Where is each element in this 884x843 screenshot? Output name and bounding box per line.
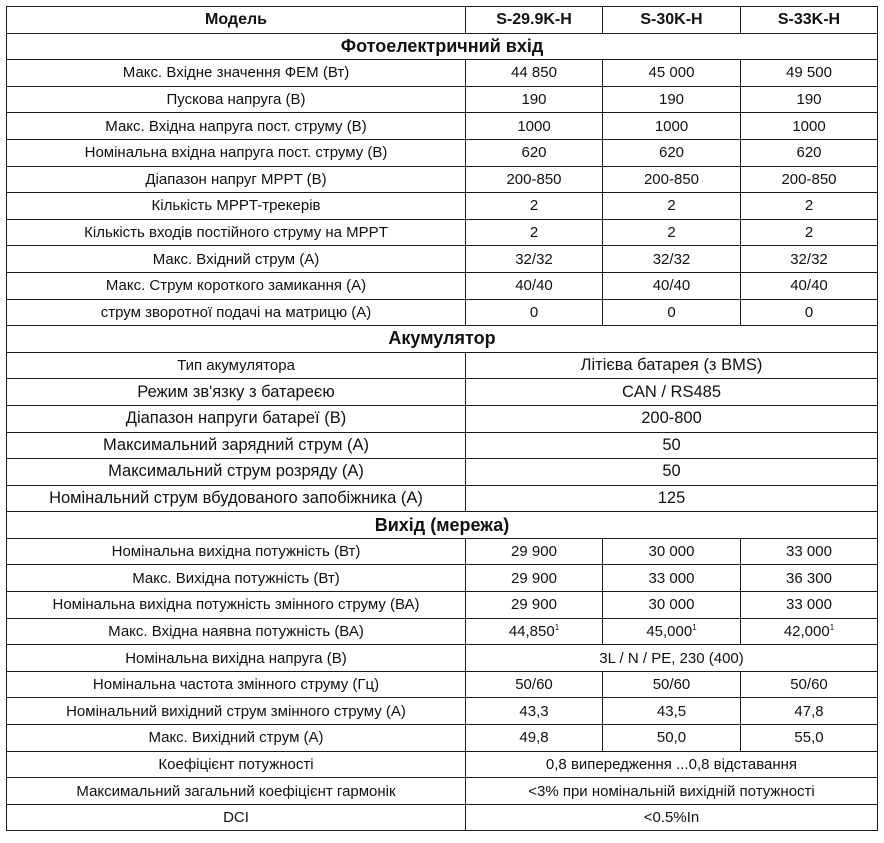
row-label: Макс. Вихідний струм (А) bbox=[7, 725, 466, 752]
table-row bbox=[7, 246, 878, 273]
cell-value bbox=[603, 618, 741, 645]
cell-value: 50,0 bbox=[603, 725, 741, 752]
cell-value: 29 900 bbox=[466, 538, 603, 565]
table-row bbox=[7, 671, 878, 698]
cell-value: 2 bbox=[741, 219, 878, 246]
cell-value: 620 bbox=[741, 139, 878, 166]
cell-value: 49,8 bbox=[466, 725, 603, 752]
table-row bbox=[7, 139, 878, 166]
section-header-pv-input bbox=[7, 33, 878, 60]
row-label: DCI bbox=[7, 804, 466, 831]
cell-value: 32/32 bbox=[603, 246, 741, 273]
section-header-battery bbox=[7, 326, 878, 353]
cell-value: 55,0 bbox=[741, 725, 878, 752]
cell-value: 200-850 bbox=[603, 166, 741, 193]
table-row bbox=[7, 272, 878, 299]
cell-value: 40/40 bbox=[741, 272, 878, 299]
row-label: Номінальний струм вбудованого запобіжника (А) bbox=[7, 485, 466, 512]
row-label: Номінальний вихідний струм змінного струму (А) bbox=[7, 698, 466, 725]
row-label: Максимальний зарядний струм (А) bbox=[7, 432, 466, 459]
cell-value-merged: 3L / N / PE, 230 (400) bbox=[466, 645, 878, 672]
cell-value: 43,3 bbox=[466, 698, 603, 725]
table-row bbox=[7, 405, 878, 432]
row-label: Номінальна вихідна потужність (Вт) bbox=[7, 538, 466, 565]
row-label: Макс. Струм короткого замикання (А) bbox=[7, 272, 466, 299]
cell-value: 2 bbox=[741, 193, 878, 220]
cell-value: 190 bbox=[466, 86, 603, 113]
cell-value: 0 bbox=[603, 299, 741, 326]
cell-value: 29 900 bbox=[466, 592, 603, 619]
cell-value-merged: CAN / RS485 bbox=[466, 379, 878, 406]
cell-value-merged: 0,8 випередження ...0,8 відставання bbox=[466, 751, 878, 778]
row-label: Тип акумулятора bbox=[7, 352, 466, 379]
table-row bbox=[7, 60, 878, 87]
table-row bbox=[7, 538, 878, 565]
cell-value: 2 bbox=[603, 193, 741, 220]
cell-value: 50/60 bbox=[603, 671, 741, 698]
model-name: S-29.9K-H bbox=[466, 7, 603, 34]
table-row bbox=[7, 86, 878, 113]
cell-value: 200-850 bbox=[741, 166, 878, 193]
table-row bbox=[7, 219, 878, 246]
footnote-marker: 1 bbox=[554, 622, 560, 632]
cell-value: 1000 bbox=[603, 113, 741, 140]
row-label: Номінальна вихідна потужність змінного струму (ВА) bbox=[7, 592, 466, 619]
table-row bbox=[7, 592, 878, 619]
cell-value: 36 300 bbox=[741, 565, 878, 592]
cell-value-merged: <0.5%In bbox=[466, 804, 878, 831]
section-title: Вихід (мережа) bbox=[7, 512, 878, 539]
cell-value: 40/40 bbox=[466, 272, 603, 299]
cell-value: 47,8 bbox=[741, 698, 878, 725]
table-row bbox=[7, 698, 878, 725]
cell-value: 33 000 bbox=[603, 565, 741, 592]
cell-value: 44 850 bbox=[466, 60, 603, 87]
cell-value: 2 bbox=[466, 219, 603, 246]
cell-value: 620 bbox=[603, 139, 741, 166]
cell-value: 43,5 bbox=[603, 698, 741, 725]
cell-value: 200-850 bbox=[466, 166, 603, 193]
row-label: Максимальний струм розряду (А) bbox=[7, 459, 466, 486]
table-row bbox=[7, 725, 878, 752]
model-name: S-33K-H bbox=[741, 7, 878, 34]
value-text: 42,000 bbox=[783, 622, 830, 640]
row-label: Кількість MPPT-трекерів bbox=[7, 193, 466, 220]
table-row bbox=[7, 299, 878, 326]
cell-value-merged: Літієва батарея (з BMS) bbox=[466, 352, 878, 379]
cell-value: 190 bbox=[603, 86, 741, 113]
row-label: Макс. Вхідна напруга пост. струму (В) bbox=[7, 113, 466, 140]
cell-value: 30 000 bbox=[603, 538, 741, 565]
cell-value: 45 000 bbox=[603, 60, 741, 87]
spec-table bbox=[6, 6, 878, 831]
table-row bbox=[7, 751, 878, 778]
row-label: Номінальна вихідна напруга (В) bbox=[7, 645, 466, 672]
row-label: Номінальна частота змінного струму (Гц) bbox=[7, 671, 466, 698]
row-label: Кількість входів постійного струму на MPPT bbox=[7, 219, 466, 246]
row-label: Пускова напруга (В) bbox=[7, 86, 466, 113]
table-row bbox=[7, 485, 878, 512]
cell-value: 32/32 bbox=[466, 246, 603, 273]
cell-value: 190 bbox=[741, 86, 878, 113]
cell-value: 50/60 bbox=[466, 671, 603, 698]
row-label: Коефіцієнт потужності bbox=[7, 751, 466, 778]
cell-value: 49 500 bbox=[741, 60, 878, 87]
section-header-grid-output bbox=[7, 512, 878, 539]
cell-value: 1000 bbox=[466, 113, 603, 140]
cell-value: 620 bbox=[466, 139, 603, 166]
cell-value: 40/40 bbox=[603, 272, 741, 299]
model-name: S-30K-H bbox=[603, 7, 741, 34]
table-row bbox=[7, 379, 878, 406]
cell-value: 0 bbox=[466, 299, 603, 326]
cell-value: 33 000 bbox=[741, 538, 878, 565]
cell-value-merged: 50 bbox=[466, 432, 878, 459]
cell-value: 50/60 bbox=[741, 671, 878, 698]
value-text: 44,850 bbox=[508, 622, 555, 640]
cell-value: 2 bbox=[603, 219, 741, 246]
row-label: Діапазон напруги батареї (В) bbox=[7, 405, 466, 432]
cell-value-merged: 50 bbox=[466, 459, 878, 486]
cell-value: 2 bbox=[466, 193, 603, 220]
footnote-marker: 1 bbox=[829, 622, 835, 632]
model-header: Модель bbox=[7, 7, 466, 34]
row-label: Макс. Вихідна потужність (Вт) bbox=[7, 565, 466, 592]
row-label: Макс. Вхідний струм (А) bbox=[7, 246, 466, 273]
section-title: Фотоелектричний вхід bbox=[7, 33, 878, 60]
table-row bbox=[7, 432, 878, 459]
row-label: Макс. Вхідне значення ФЕМ (Вт) bbox=[7, 60, 466, 87]
cell-value: 30 000 bbox=[603, 592, 741, 619]
row-label: Максимальний загальний коефіцієнт гармонік bbox=[7, 778, 466, 805]
section-title: Акумулятор bbox=[7, 326, 878, 353]
cell-value: 29 900 bbox=[466, 565, 603, 592]
row-label: Номінальна вхідна напруга пост. струму (В) bbox=[7, 139, 466, 166]
table-row bbox=[7, 113, 878, 140]
row-label: Макс. Вхідна наявна потужність (ВА) bbox=[7, 618, 466, 645]
table-row bbox=[7, 193, 878, 220]
table-row bbox=[7, 166, 878, 193]
table-row bbox=[7, 459, 878, 486]
cell-value: 1000 bbox=[741, 113, 878, 140]
row-label: Діапазон напруг MPPT (В) bbox=[7, 166, 466, 193]
row-label: Режим зв'язку з батареєю bbox=[7, 379, 466, 406]
header-row bbox=[7, 7, 878, 34]
table-row bbox=[7, 565, 878, 592]
value-text: 45,000 bbox=[646, 622, 693, 640]
footnote-marker: 1 bbox=[692, 622, 697, 632]
cell-value-merged: 200-800 bbox=[466, 405, 878, 432]
table-row bbox=[7, 645, 878, 672]
cell-value bbox=[466, 618, 603, 645]
cell-value bbox=[741, 618, 878, 645]
cell-value: 0 bbox=[741, 299, 878, 326]
cell-value-merged: 125 bbox=[466, 485, 878, 512]
cell-value: 32/32 bbox=[741, 246, 878, 273]
table-row bbox=[7, 778, 878, 805]
cell-value-merged: <3% при номінальній вихідній потужності bbox=[466, 778, 878, 805]
cell-value: 33 000 bbox=[741, 592, 878, 619]
table-row bbox=[7, 618, 878, 645]
row-label: струм зворотної подачі на матрицю (А) bbox=[7, 299, 466, 326]
table-row bbox=[7, 352, 878, 379]
table-row bbox=[7, 804, 878, 831]
